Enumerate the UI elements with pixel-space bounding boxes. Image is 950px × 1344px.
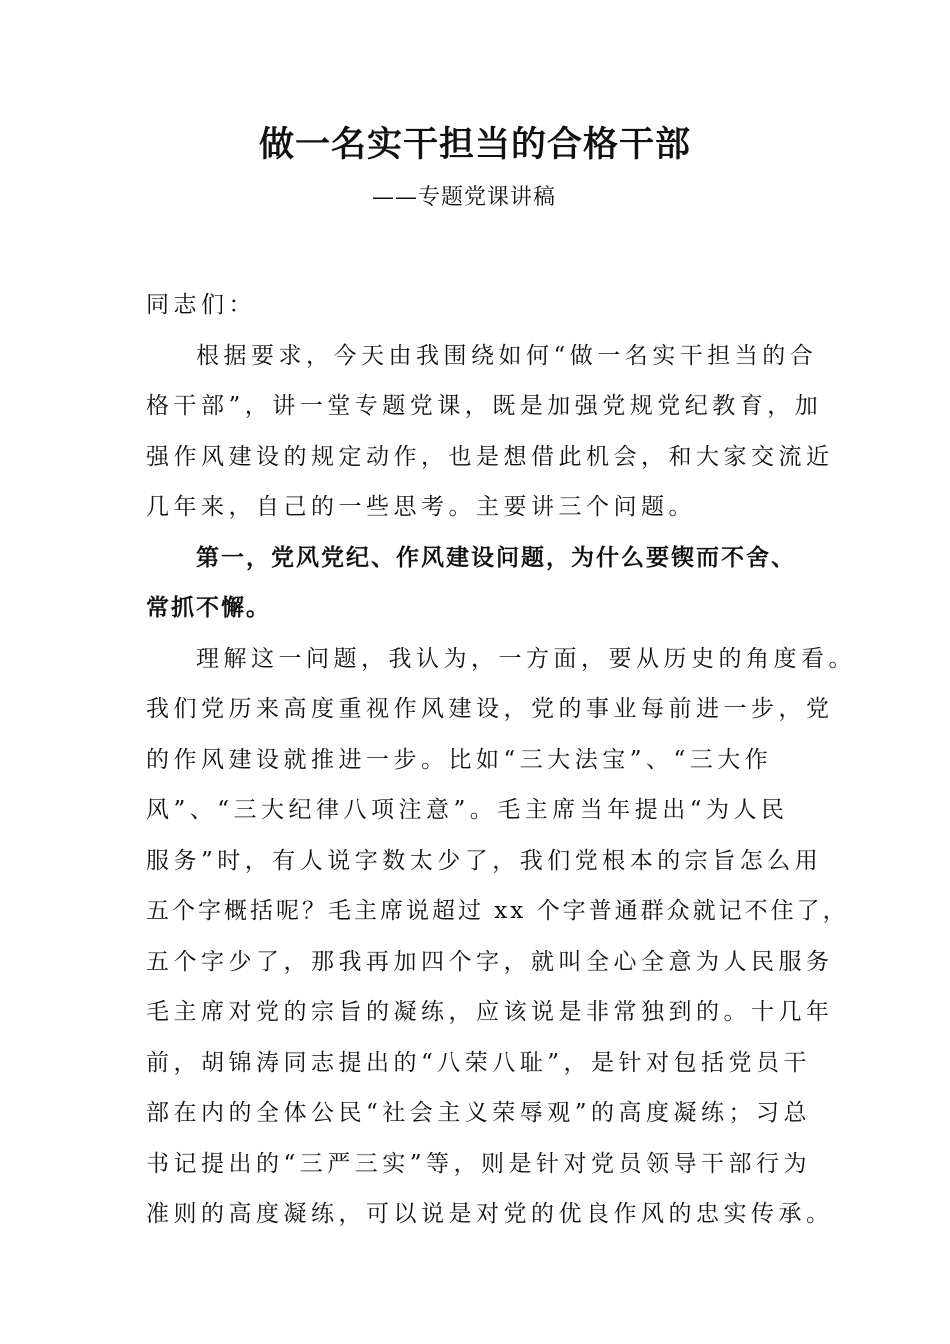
paragraph-line: 书记提出的“三严三实”等，则是针对党员领导干部行为	[146, 1150, 812, 1177]
section-heading-line: 第一，党风党纪、作风建设问题，为什么要锲而不舍、	[196, 544, 796, 571]
intro-line: 格干部”，讲一堂专题党课，既是加强党规党纪教育，加	[146, 393, 823, 419]
paragraph-line: 的作风建设就推进一步。比如“三大法宝”、“三大作	[146, 746, 773, 773]
paragraph-line: 五个字概括呢？毛主席说超过 xx 个字普通群众就记不住了，	[146, 898, 849, 924]
paragraph-line: 风”、“三大纪律八项注意”。毛主席当年提出“为人民	[146, 797, 789, 823]
intro-line: 几年来，自己的一些思考。主要讲三个问题。	[146, 494, 696, 520]
paragraph-line: 理解这一问题，我认为，一方面，要从历史的角度看。	[196, 645, 856, 672]
intro-line: 根据要求，今天由我围绕如何“做一名实干担当的合	[196, 342, 818, 369]
paragraph-line: 准则的高度凝练，可以说是对党的优良作风的忠实传承。	[146, 1201, 834, 1227]
section-heading-line: 常抓不懈。	[146, 595, 271, 621]
paragraph-line: 毛主席对党的宗旨的凝练，应该说是非常独到的。十几年	[146, 999, 834, 1025]
document-subtitle: ——专题党课讲稿	[372, 185, 557, 210]
document-title: 做一名实干担当的合格干部	[258, 124, 691, 165]
paragraph-line: 服务”时，有人说字数太少了，我们党根本的宗旨怎么用	[146, 847, 823, 874]
paragraph-line: 五个字少了，那我再加四个字，就叫全心全意为人民服务	[146, 948, 834, 975]
intro-line: 强作风建设的规定动作，也是想借此机会，和大家交流近	[146, 443, 834, 470]
paragraph-line: 我们党历来高度重视作风建设，党的事业每前进一步，党	[146, 696, 834, 722]
paragraph-line: 前，胡锦涛同志提出的“八荣八耻”，是针对包括党员干	[146, 1049, 812, 1076]
document-body	[146, 280, 856, 1240]
salutation: 同志们：	[146, 292, 256, 318]
paragraph-line: 部在内的全体公民“社会主义荣辱观”的高度凝练；习总	[146, 1100, 812, 1126]
